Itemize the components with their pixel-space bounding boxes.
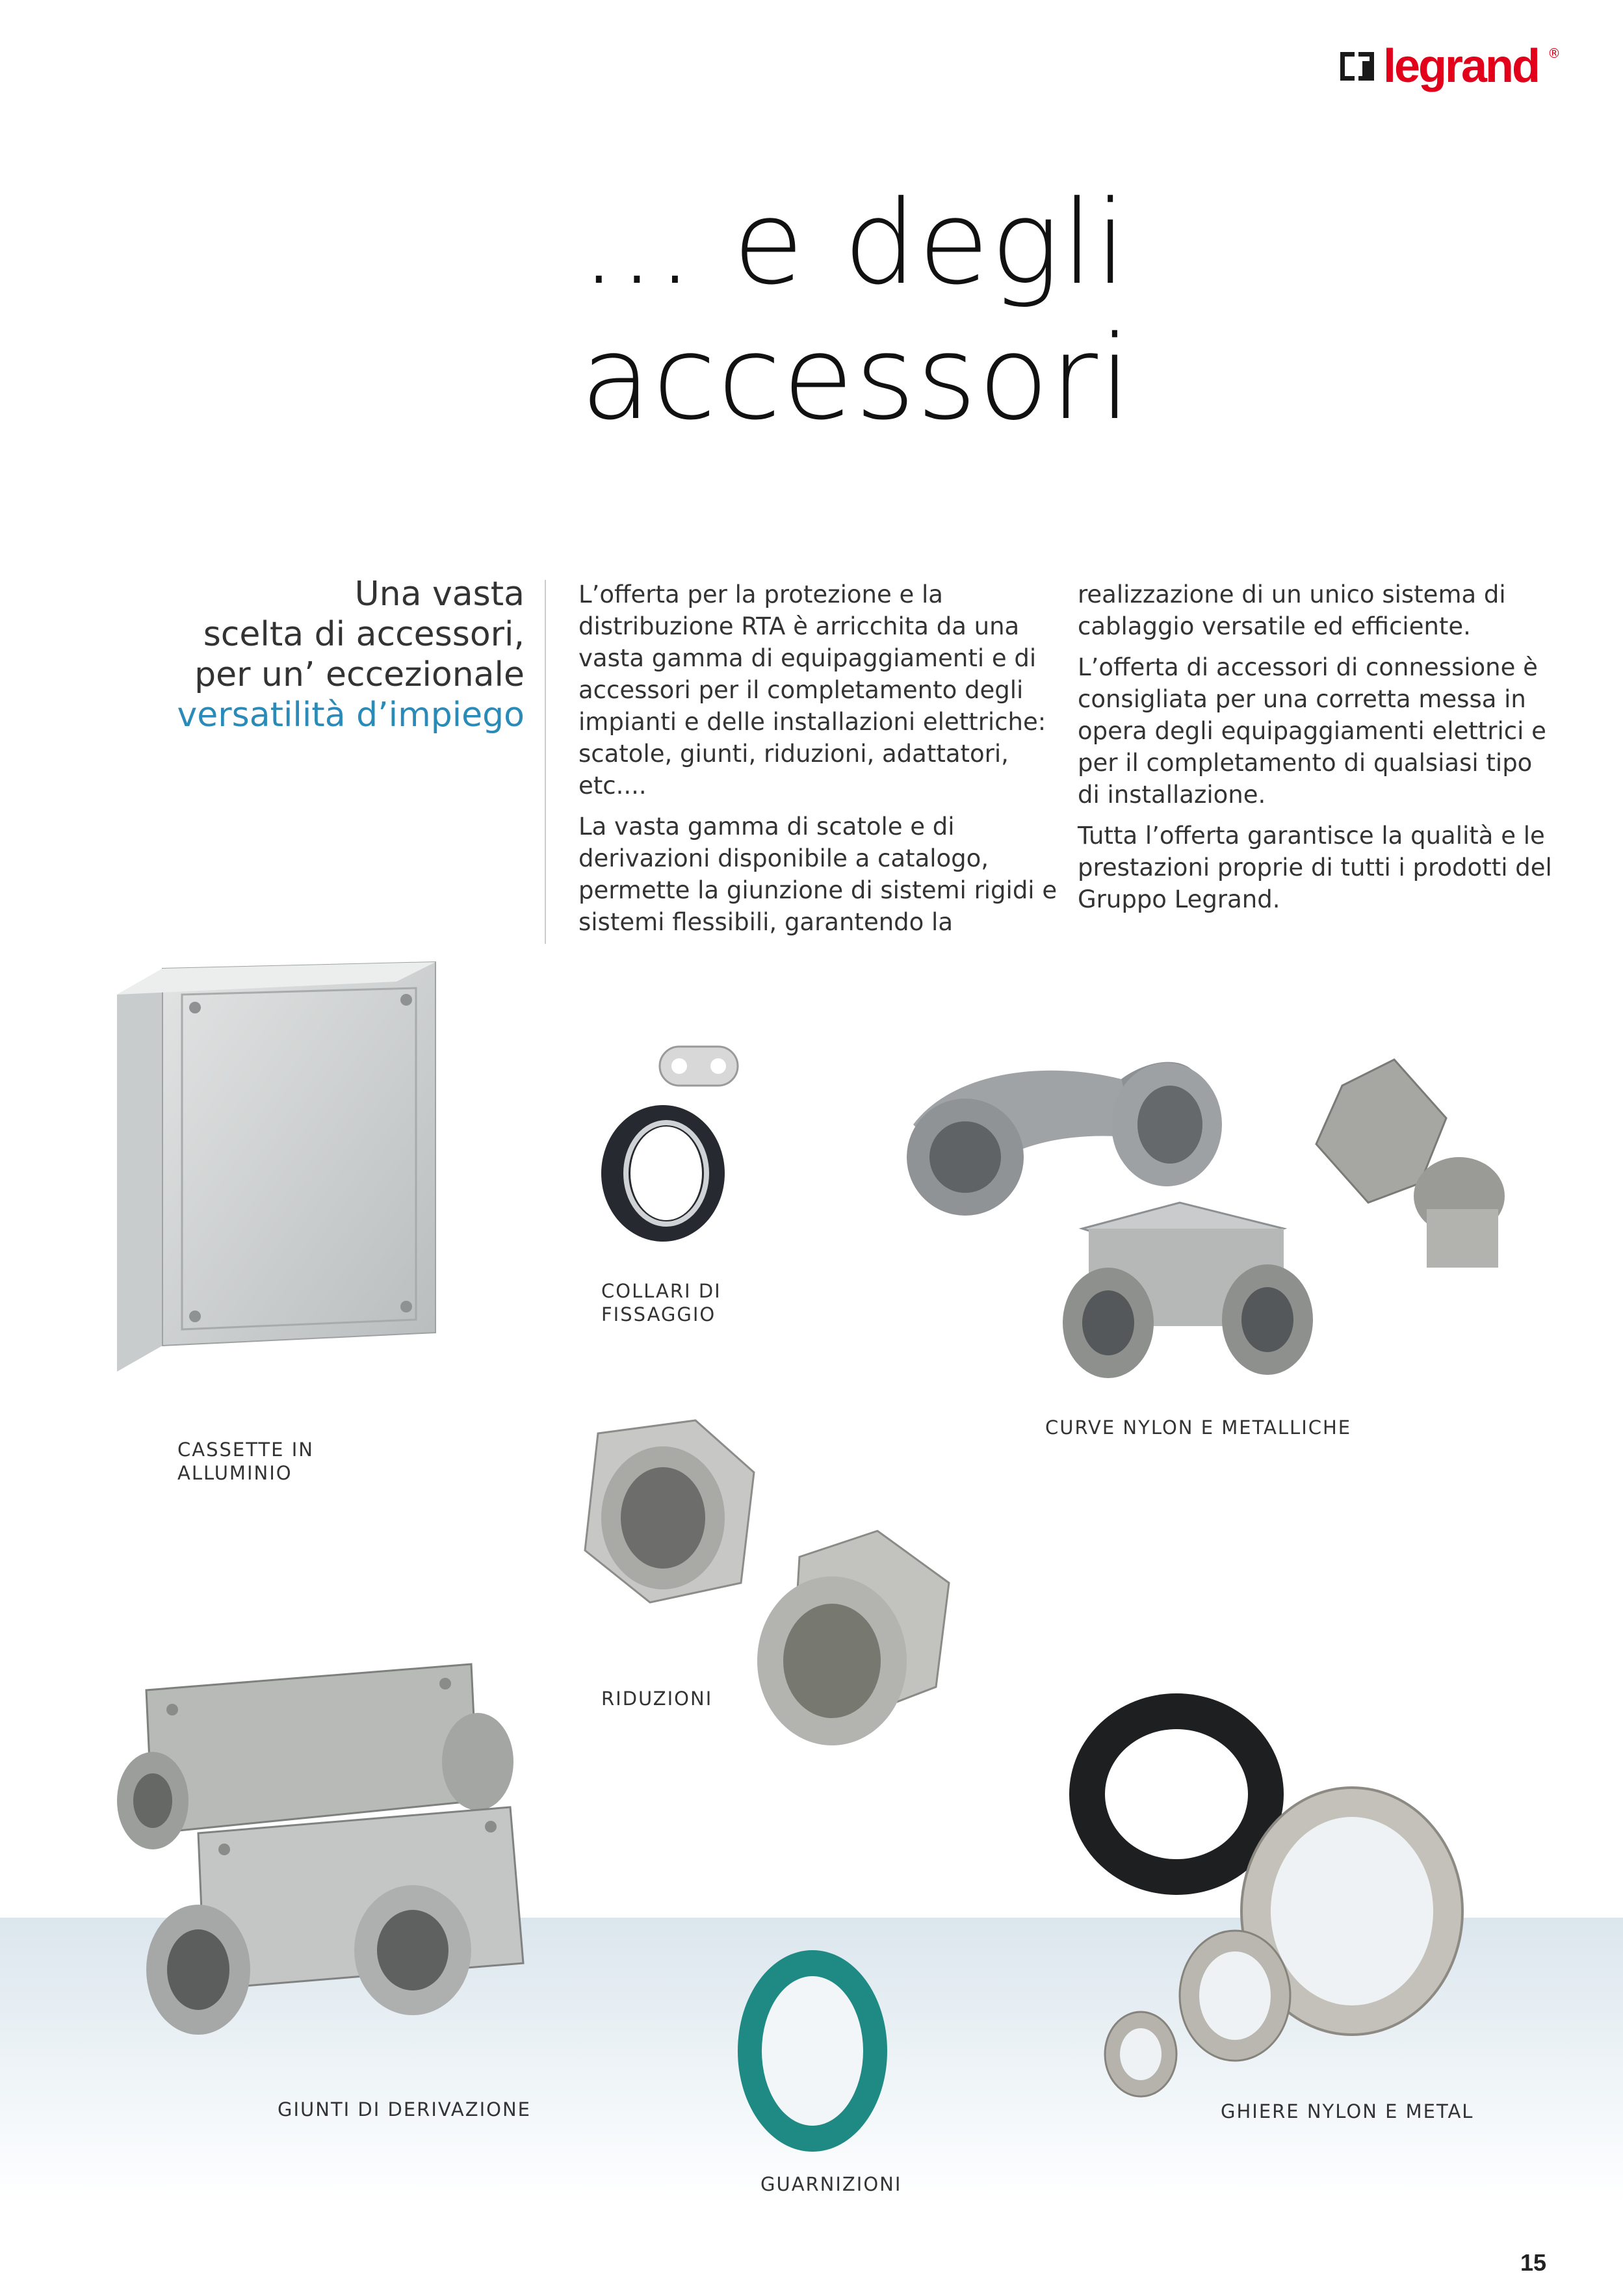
legrand-logo <box>1340 40 1561 92</box>
intro-line-2: scelta di accessori, <box>203 615 525 654</box>
aluminium-box-image <box>110 956 448 1404</box>
lock-nuts-image <box>1027 1690 1482 2119</box>
column-divider <box>545 580 546 944</box>
page-title <box>580 176 1132 446</box>
body-paragraph: Tutta l’offerta garantisce la qualità e le prestazioni proprie di tutti i prodotti del Gruppo Legrand. <box>1078 822 1552 913</box>
label-cassette-line-1: CASSETTE IN <box>177 1439 314 1461</box>
label-giunti: GIUNTI DI DERIVAZIONE <box>278 2098 531 2120</box>
intro-line-3: per un’ eccezionale <box>194 655 525 694</box>
label-ghiere: GHIERE NYLON E METAL <box>1221 2100 1474 2122</box>
junction-boxes-image <box>107 1651 588 2093</box>
title-line-1: ... e degli <box>580 176 1128 310</box>
label-collari <box>601 1279 721 1326</box>
brand-registered: ® <box>1548 46 1561 61</box>
body-paragraph: La vasta gamma di scatole e di derivazioni disponibile a catalogo, permette la giunzione di sistemi rigidi e sistemi flessibili, garantendo la <box>578 813 1058 936</box>
legrand-mark-icon <box>1340 49 1374 83</box>
curves-image <box>874 1034 1544 1398</box>
intro-line-1: Una vasta <box>354 575 525 614</box>
label-riduzioni: RIDUZIONI <box>601 1688 713 1710</box>
label-cassette-line-2: ALLUMINIO <box>177 1462 292 1484</box>
body-paragraph: L’offerta di accessori di connessione è consigliata per una corretta messa in opera degli equipaggiamenti elettrici e per il completamento di qualsiasi tipo di installazione. <box>1078 653 1546 809</box>
body-paragraph: L’offerta per la protezione e la distribuzione RTA è arricchita da una vasta gamma di equipaggiamenti e di accessori per il completamento degli impianti e delle installazioni elettriche: scatole, giunti, riduzioni, adattatori, etc.... <box>578 581 1046 800</box>
fixing-clamp-image <box>588 1047 757 1255</box>
body-paragraph: realizzazione di un unico sistema di cablaggio versatile ed efficiente. <box>1078 581 1506 640</box>
gasket-image <box>728 1940 897 2161</box>
page-number: 15 <box>1520 2249 1546 2276</box>
label-collari-line-2: FISSAGGIO <box>601 1303 716 1325</box>
brand-name: legrand <box>1383 40 1539 92</box>
intro-heading <box>109 574 525 735</box>
body-column-2 <box>1078 579 1552 924</box>
title-line-2: accessori <box>580 311 1133 445</box>
label-collari-line-1: COLLARI DI <box>601 1280 721 1302</box>
intro-accent: versatilità d’impiego <box>177 696 525 735</box>
label-guarnizioni: GUARNIZIONI <box>760 2173 902 2195</box>
label-curve: CURVE NYLON E METALLICHE <box>1045 1416 1352 1439</box>
label-cassette <box>177 1438 314 1485</box>
body-column-1 <box>578 579 1072 947</box>
